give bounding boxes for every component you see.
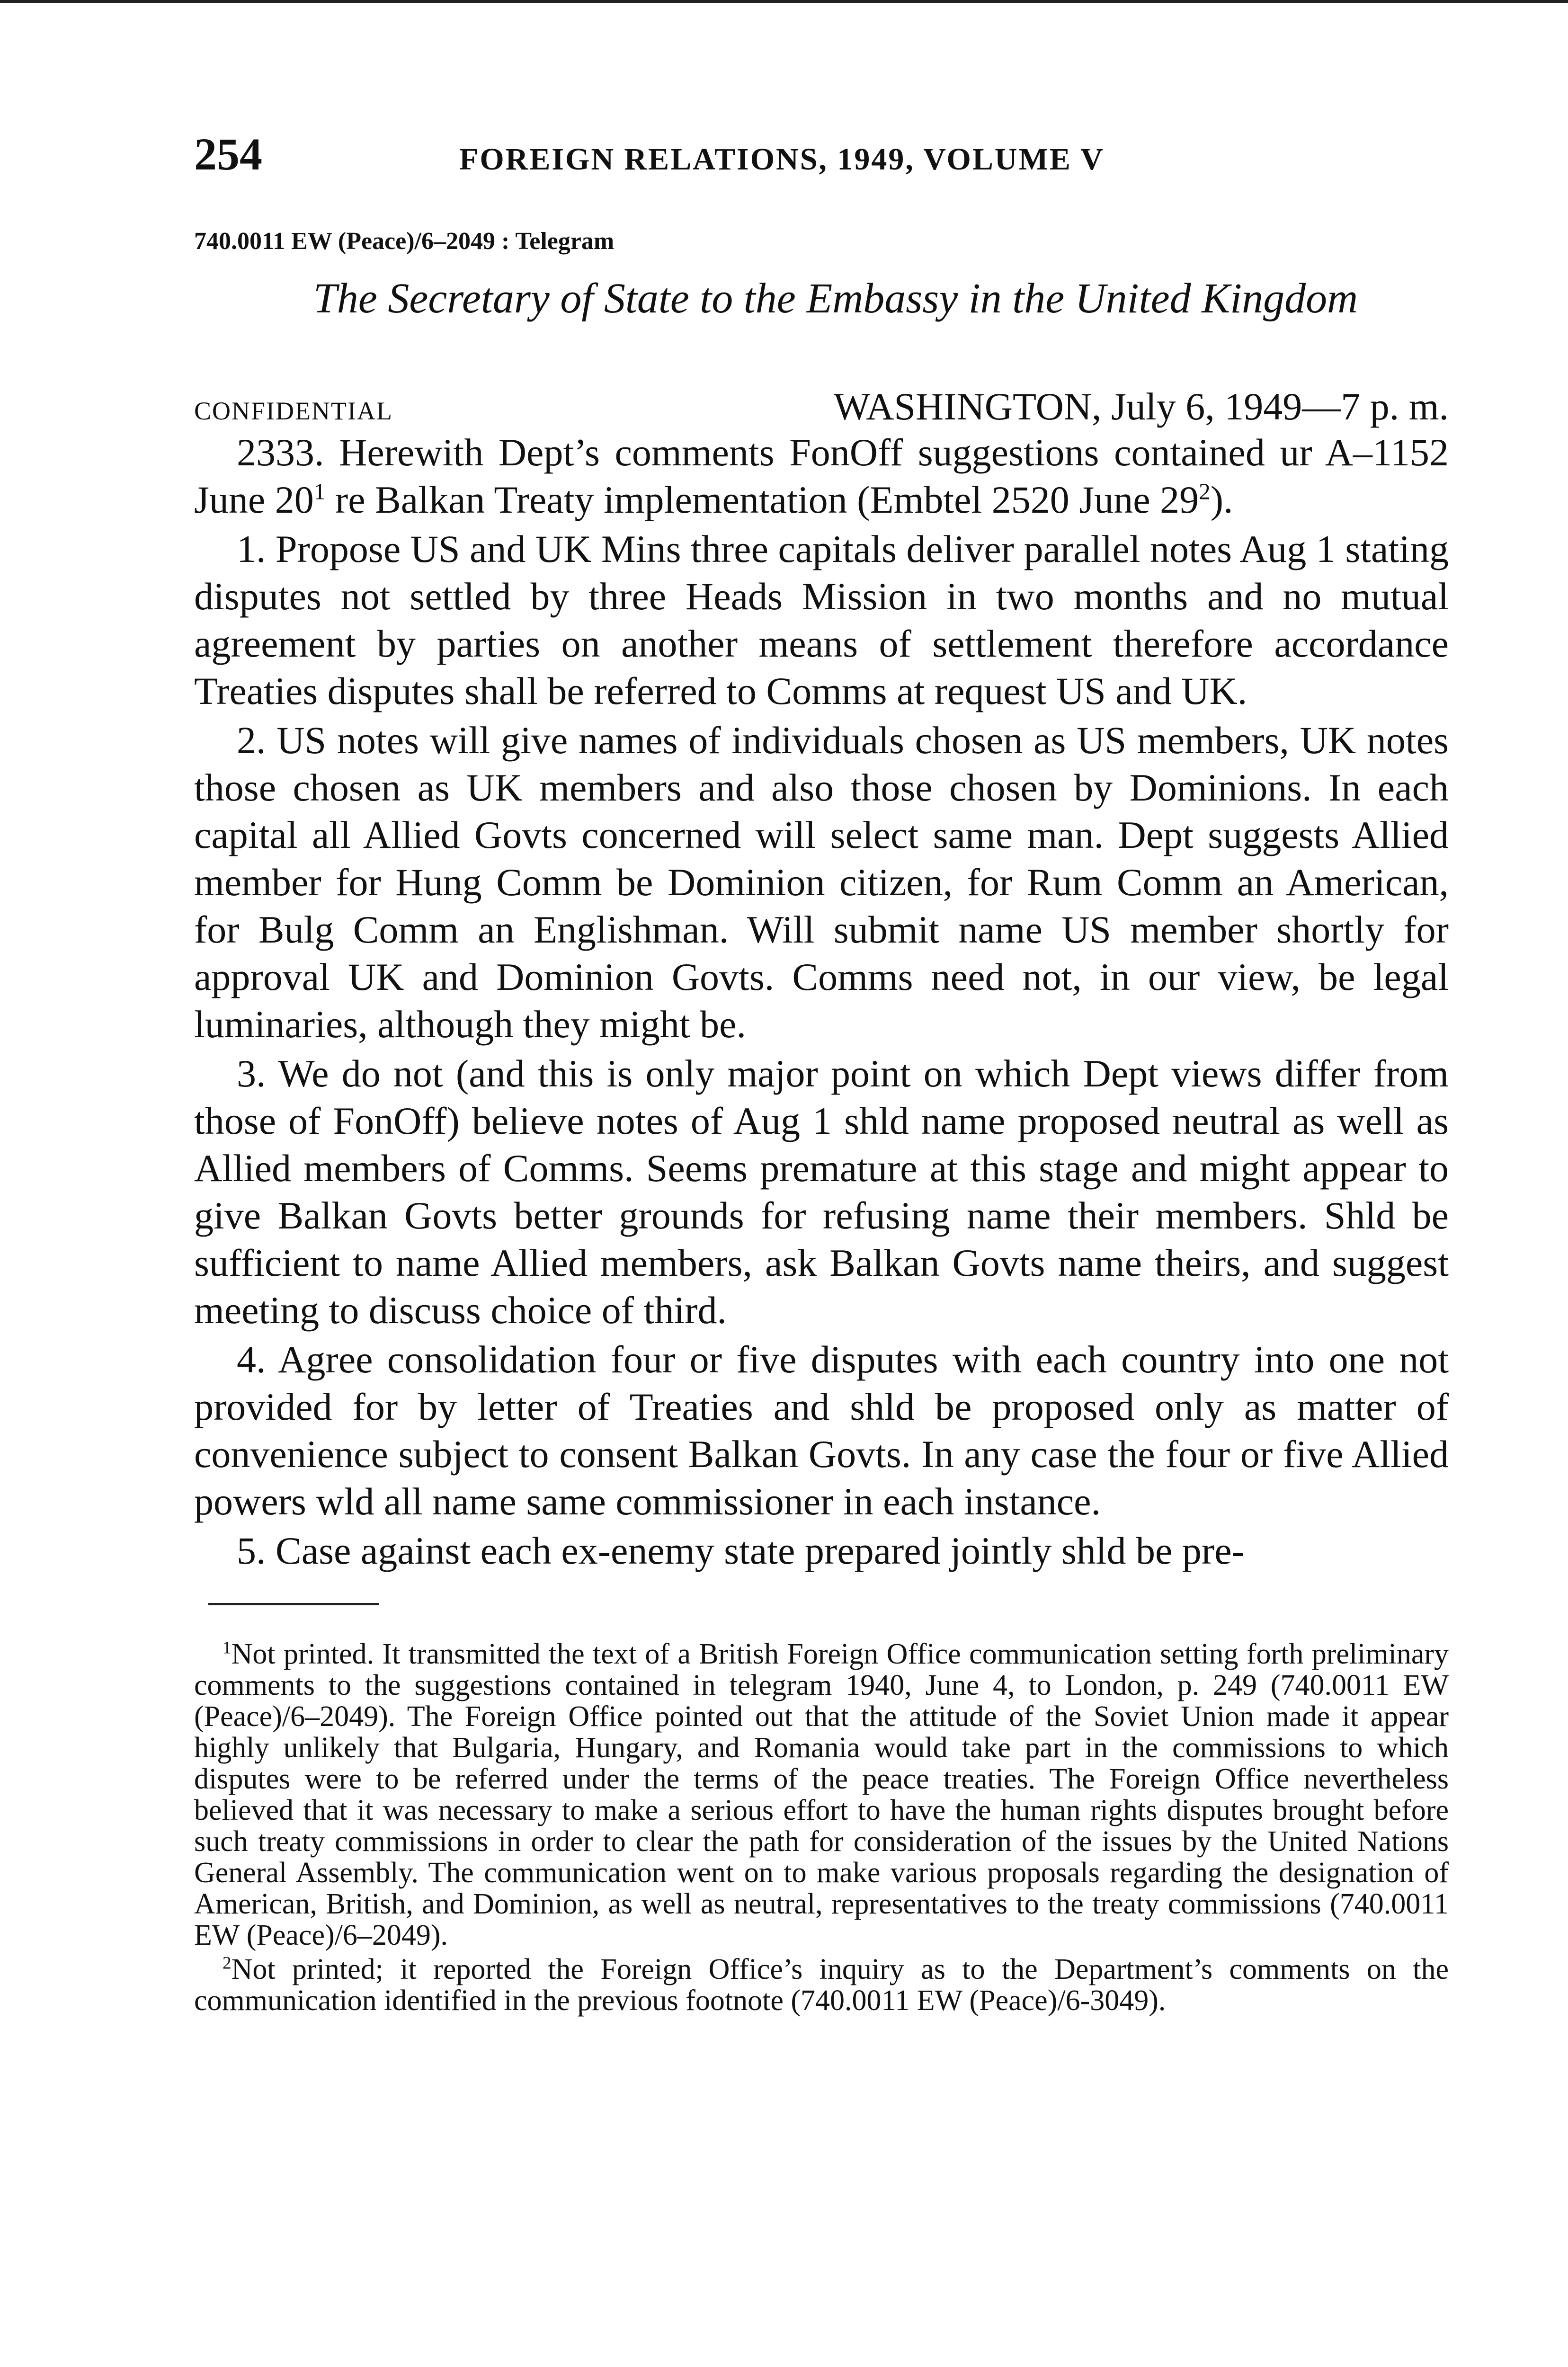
file-reference: 740.0011 EW (Peace)/6–2049 : Telegram [194,228,615,255]
intro-text-a: 2333. Herewith Dept’s comments FonOff suggestions contained ur A–1152 June 20 [194,431,1449,521]
telegram-body [194,429,1449,1575]
intro-text-c: ). [1210,478,1233,521]
footnote-2-mark: 2 [223,1953,232,1973]
footnote-1-text: Not printed. It transmitted the text of a British Foreign Office communication setting forth preliminary comments to the suggestions contained in telegram 1940, June 4, to London, p. 249 (740.0011 EW (Peace)/6–2049). The Foreign Office pointed out that the attitude of the Soviet Union made it appear highly unlikely that Bulgaria, Hungary, and Romania would take part in the commissions to which disputes were to be referred under the terms of the peace treaties. The Foreign Office nevertheless believed that it was necessary to make a serious effort to have the human rights disputes brought before such treaty commissions in order to clear the path for consideration of the issues by the United Nations General Assembly. The communication went on to make various proposals regarding the designation of American, British, and Dominion, as well as neutral, representatives to the treaty commissions (740.0011 EW (Peace)/6–2049). [194,1638,1449,1951]
footnote-divider [208,1603,379,1605]
intro-text-b: re Balkan Treaty implementation (Embtel 2520 June 29 [325,478,1199,521]
top-edge-line [0,0,1568,3]
footnote-2-text: Not printed; it reported the Foreign Office’s inquiry as to the Department’s comments on the communication identified in the previous footnote (740.0011 EW (Peace)/6-3049). [194,1953,1449,2017]
footnote-2 [194,1954,1449,2016]
paragraph-intro [194,429,1449,524]
running-head: FOREIGN RELATIONS, 1949, VOLUME V [459,142,1105,177]
page-header [194,128,1449,189]
classification-line [194,384,1449,429]
paragraph-3: 3. We do not (and this is only major point on which Dept views differ from those of FonOff) believe notes of Aug 1 shld name proposed neutral as well as Allied members of Comms. Seems premature at this stage and might appear to give Balkan Govts better grounds for refusing name their members. Shld be sufficient to name Allied members, ask Balkan Govts name theirs, and suggest meeting to discuss choice of third. [194,1052,1449,1332]
paragraph-1: 1. Propose US and UK Mins three capitals deliver parallel notes Aug 1 stating disputes not settled by three Heads Mission in two months and no mutual agreement by parties on another means of settlement therefore accordance Treaties disputes shall be referred to Comms at request US and UK. [194,527,1449,712]
footnote-ref-1[interactable]: 1 [313,478,326,505]
paragraph-2: 2. US notes will give names of individuals chosen as US members, UK notes those chosen as UK members and also those chosen by Dominions. In each capital all Allied Govts concerned will select same man. Dept suggests Allied member for Hung Comm be Dominion citizen, for Rum Comm an American, for Bulg Comm an Englishman. Will submit name US member shortly for approval UK and Dominion Govts. Comms need not, in our view, be legal luminaries, although they might be. [194,719,1449,1046]
footnotes [194,1638,1449,2016]
paragraph-4: 4. Agree consolidation four or five disputes with each country into one not provided for by letter of Treaties and shld be proposed only as matter of convenience subject to consent Balkan Govts. In any case the four or five Allied powers wld all name same commissioner in each instance. [194,1338,1449,1523]
dateline: WASHINGTON, July 6, 1949—7 p. m. [833,385,1449,428]
footnote-1-mark: 1 [223,1638,232,1658]
paragraph-5: 5. Case against each ex-enemy state prepared jointly shld be pre- [237,1529,1245,1572]
document-page [194,128,1449,2016]
footnote-ref-2[interactable]: 2 [1199,478,1211,505]
classification-label: CONFIDENTIAL [194,397,393,425]
page-number: 254 [194,129,262,179]
document-title: The Secretary of State to the Embassy in the United Kingdom [313,275,1358,322]
footnote-1 [194,1638,1449,1951]
